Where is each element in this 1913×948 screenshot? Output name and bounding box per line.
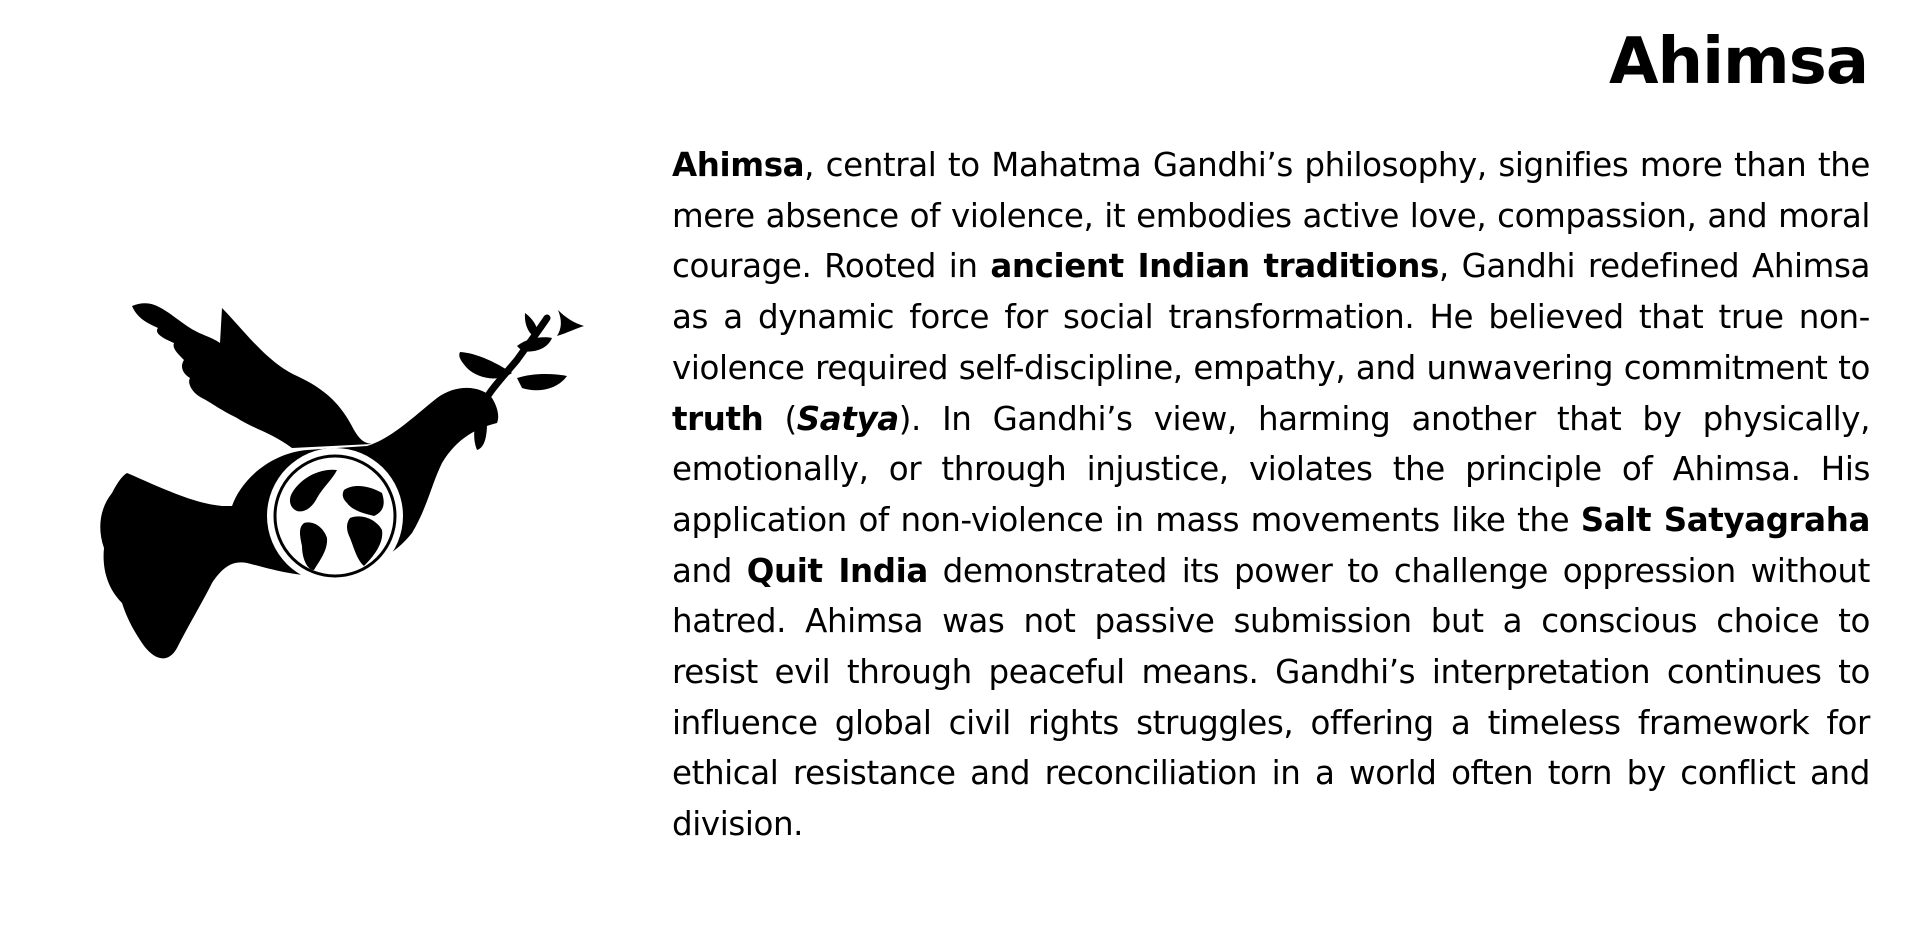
- term-quit-india: Quit India: [746, 551, 928, 590]
- peace-dove-illustration: [92, 298, 604, 666]
- body-paragraph: [672, 140, 1870, 850]
- term-truth: truth: [672, 399, 764, 438]
- term-satya: Satya: [796, 399, 899, 438]
- term-ancient-indian-traditions: ancient Indian traditions: [990, 247, 1439, 286]
- term-ahimsa: Ahimsa: [672, 146, 805, 184]
- text-segment: and: [672, 551, 747, 590]
- term-salt-satyagraha: Salt Satyagraha: [1580, 500, 1870, 539]
- text-segment: , central to Mahatma Gandhi’s philosophy, signifies more than the mere absence of violence, it embodies active love, compassion, and moral courage. Rooted in: [672, 146, 1870, 286]
- page-title: Ahimsa: [1609, 25, 1868, 99]
- text-segment: (: [763, 399, 797, 438]
- peace-dove-with-globe-icon: [92, 298, 604, 666]
- text-segment: , Gandhi redefined Ahimsa as a dynamic force for social transformation. He believed that true non-violence required self-discipline, empathy, and unwavering commitment to: [672, 247, 1870, 387]
- text-segment: ). In Gandhi’s view, harming another that by physically, emotionally, or through injustice, violates the principle of Ahimsa. His application of non-violence in mass movements like the: [672, 399, 1870, 539]
- text-segment: demonstrated its power to challenge oppression without hatred. Ahimsa was not passive submission but a conscious choice to resist evil through peaceful means. Gandhi’s interpretation continues to influence global civil rights struggles, offering a timeless framework for ethical resistance and reconciliation in a world often torn by conflict and division.: [672, 551, 1871, 844]
